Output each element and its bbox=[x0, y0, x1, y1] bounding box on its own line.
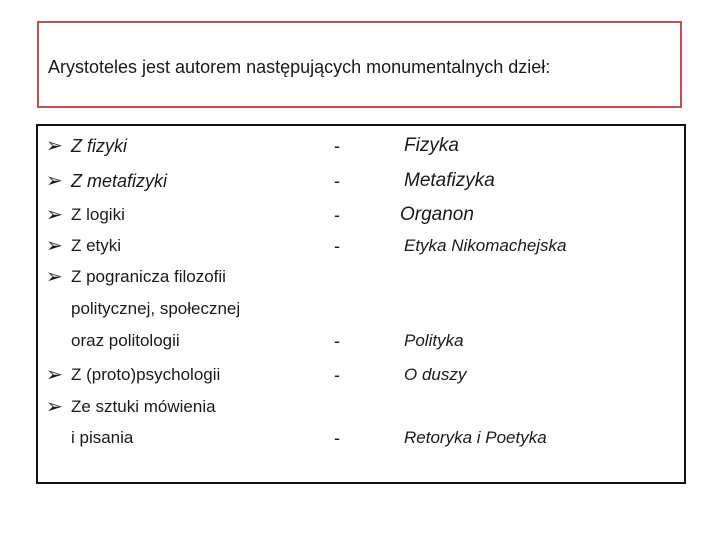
subject-label-line2: politycznej, społecznej bbox=[71, 299, 241, 318]
separator-dash: - bbox=[334, 236, 340, 256]
separator-dash: - bbox=[334, 365, 340, 385]
bullet-arrow-icon: ➢ bbox=[46, 135, 63, 157]
bullet-arrow-icon: ➢ bbox=[46, 364, 63, 386]
subject-label: Z fizyki bbox=[71, 136, 127, 156]
subject-label: Z metafizyki bbox=[71, 171, 168, 191]
bullet-arrow-icon: ➢ bbox=[46, 266, 63, 288]
subject-label: Z (proto)psychologii bbox=[71, 365, 221, 384]
list-item bbox=[38, 166, 684, 196]
work-title: Organon bbox=[400, 204, 474, 225]
work-title: Etyka Nikomachejska bbox=[404, 236, 567, 255]
bullet-arrow-icon: ➢ bbox=[46, 235, 63, 257]
bullet-arrow-icon: ➢ bbox=[46, 204, 63, 226]
list-item-continuation bbox=[38, 294, 684, 324]
list-item bbox=[38, 392, 684, 422]
works-table bbox=[36, 124, 686, 484]
subject-label: Ze sztuki mówienia bbox=[71, 397, 216, 416]
subject-label: Z logiki bbox=[71, 205, 125, 224]
work-title: Metafizyka bbox=[404, 170, 495, 191]
work-title: O duszy bbox=[404, 365, 467, 384]
list-item-continuation bbox=[38, 326, 684, 356]
subject-label-line2: i pisania bbox=[71, 428, 134, 447]
list-item bbox=[38, 262, 684, 292]
list-item bbox=[38, 200, 684, 230]
separator-dash: - bbox=[334, 171, 340, 191]
subject-label-line3: oraz politologii bbox=[71, 331, 180, 350]
title-box bbox=[37, 21, 682, 108]
bullet-arrow-icon: ➢ bbox=[46, 170, 63, 192]
separator-dash: - bbox=[334, 205, 340, 225]
separator-dash: - bbox=[334, 136, 340, 156]
subject-label: Z etyki bbox=[71, 236, 122, 255]
bullet-arrow-icon: ➢ bbox=[46, 396, 63, 418]
list-item bbox=[38, 231, 684, 261]
work-title: Fizyka bbox=[404, 135, 459, 156]
title-text: Arystoteles jest autorem następujących monumentalnych dzieł: bbox=[48, 57, 551, 77]
list-item bbox=[38, 131, 684, 161]
subject-label: Z pogranicza filozofii bbox=[71, 267, 226, 286]
separator-dash: - bbox=[334, 428, 340, 448]
work-title: Polityka bbox=[404, 331, 464, 350]
list-item-continuation bbox=[38, 423, 684, 453]
work-title: Retoryka i Poetyka bbox=[404, 428, 547, 447]
list-item bbox=[38, 360, 684, 390]
separator-dash: - bbox=[334, 331, 340, 351]
